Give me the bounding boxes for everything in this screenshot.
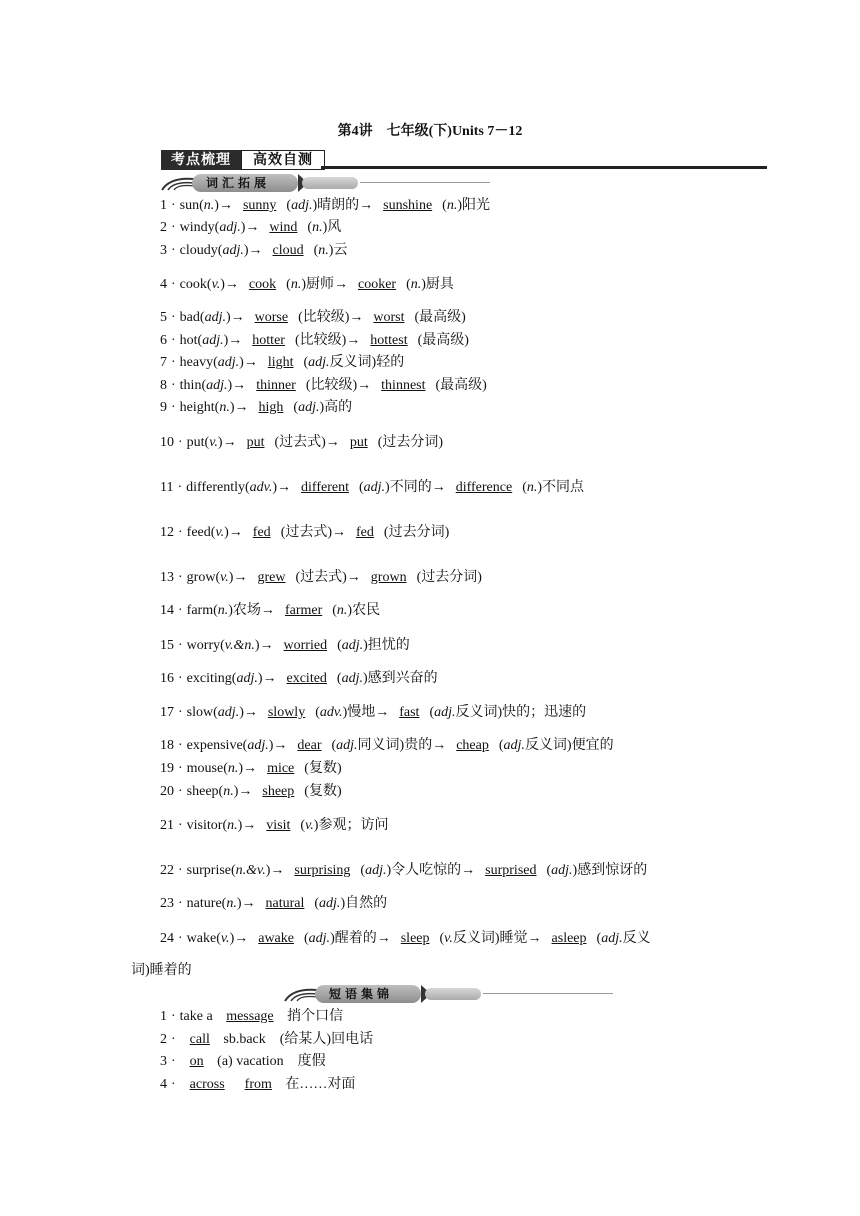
answer-blank: high [258,400,284,415]
answer-blank: natural [265,896,305,911]
item-number: 10 [160,435,174,450]
answer-blank: grown [370,570,407,585]
part-of-speech: n. [312,220,323,235]
vocab-item: 14 · farm(n.)农场→ farmer (n.)农民 [160,603,381,618]
answer-blank: on [189,1054,204,1069]
item-number: 6 [160,333,167,348]
item-text: 反义词)睡觉→ [452,931,542,946]
item-text: 反义 [622,931,651,946]
item-text: )风 [322,220,342,235]
answer-blank: farmer [284,603,323,618]
vocab-item: 13 · grow(v.)→ grew (过去式)→ grown (过去分词) [160,570,482,585]
vocab-item: 4 · cook(v.)→ cook (n.)厨师→ cooker (n.)厨具 [160,277,454,292]
item-text: ( [307,220,313,235]
item-number: 20 [160,784,174,799]
item-text: 同义词)贵的→ [357,738,447,753]
vocab-section-label: 词汇拓展 [192,174,298,192]
item-text: 反义词)快的；迅速的 [455,705,587,720]
part-of-speech: adj. [551,863,573,878]
item-text: )不同点 [537,480,585,495]
item-text: )→ [228,570,248,585]
vocab-item: 20 · sheep(n.)→ sheep (复数) [160,784,342,799]
item-number: 11 [160,480,174,495]
item-number: 16 [160,671,174,686]
item-text: ( [286,277,291,292]
item-text: ( [360,863,366,878]
item-text: height( [179,400,220,415]
item-text: (过去分词) [416,570,482,585]
item-text: (过去式)→ [274,435,340,450]
answer-blank: excited [286,671,327,686]
item-text: (过去分词) [383,525,450,540]
answer-blank: difference [455,480,513,495]
answer-blank: worst [373,310,405,325]
answer-blank: hottest [370,333,408,348]
item-number: 14 [160,603,174,618]
vocab-item: 17 · slow(adj.)→ slowly (adv.)慢地→ fast (adj.反义词)快的；迅速的 [160,705,587,720]
item-text: )→ [237,818,257,833]
item-text: )厨具 [421,277,454,292]
part-of-speech: v. [211,277,221,292]
item-number: 2 [160,220,167,235]
section-header [161,150,767,172]
item-text: differently( [186,480,250,495]
answer-blank: put [349,435,368,450]
vocab-item: 3 · cloudy(adj.)→ cloud (n.)云 [160,243,348,258]
header-tab-review: 考点梳理 [161,150,241,170]
answer-blank: hotter [252,333,285,348]
vocab-item: 24 · wake(v.)→ awake (adj.)醒着的→ sleep (v.反义词)睡觉→ asleep (adj.反义 [160,931,651,946]
answer-blank: surprising [294,863,351,878]
part-of-speech: n. [219,400,230,415]
item-text: (过去式)→ [295,570,361,585]
item-text: ( [286,198,292,213]
part-of-speech: adj. [217,355,240,370]
item-text: feed( [186,525,216,540]
phrase-item: 2 · call sb.back (给某人)回电话 [160,1032,374,1047]
item-text: )→ [223,333,243,348]
item-text: )→ [257,671,277,686]
answer-blank: visit [266,818,291,833]
item-text: (复数) [304,784,342,799]
part-of-speech: n. [446,198,458,213]
item-number: 4 [160,277,167,292]
item-number: 5 [160,310,167,325]
answer-blank: different [301,480,349,495]
item-text: (比较级)→ [294,333,361,348]
part-of-speech: adj. [217,705,240,720]
vocab-item: 22 · surprise(n.&v.)→ surprising (adj.)令人吃惊的→ surprised (adj.)感到惊讶的 [160,863,648,878]
part-of-speech: adj. [601,931,623,946]
item-text: (复数) [304,761,342,776]
item-text: heavy( [179,355,218,370]
item-number: 1 [160,198,167,213]
answer-blank: cook [248,277,277,292]
part-of-speech: adj. [202,333,224,348]
part-of-speech: adj. [341,671,363,686]
vocab-item: 9 · height(n.)→ high (adj.)高的 [160,400,353,415]
answer-blank: thinnest [381,378,426,393]
item-text: ( [546,863,552,878]
phrase-item: 1 · take a message 捎个口信 [160,1009,344,1024]
vocab-item: 18 · expensive(adj.)→ dear (adj.同义词)贵的→ cheap (adj.反义词)便宜的 [160,738,614,753]
vocab-item: 10 · put(v.)→ put (过去式)→ put (过去分词) [160,435,444,450]
item-text: put( [186,435,210,450]
vocab-item: 21 · visitor(n.)→ visit (v.)参观；访问 [160,818,389,833]
item-text: )参观；访问 [313,818,389,833]
item-number: 24 [160,931,174,946]
part-of-speech: n. [526,480,538,495]
item-text: mouse( [186,761,228,776]
item-text: wake( [186,931,221,946]
answer-blank: sunshine [383,198,433,213]
item-text: ( [406,277,411,292]
vocab-item: 23 · nature(n.)→ natural (adj.)自然的 [160,896,388,911]
item-text: slow( [186,705,218,720]
item-text: nature( [186,896,227,911]
item-text: (过去式)→ [280,525,347,540]
answer-blank: grew [257,570,286,585]
item-number: 3 [160,243,167,258]
part-of-speech: n. [336,603,348,618]
part-of-speech: v. [305,818,314,833]
item-text: sb.back (给某人)回电话 [219,1032,374,1047]
item-text: )→ [268,738,288,753]
item-text: )厨师→ [301,277,348,292]
item-text: )农场→ [228,603,275,618]
item-text: )→ [272,480,292,495]
item-text: 在……对面 [281,1077,356,1092]
phrase-item: 3 · on (a) vacation 度假 [160,1054,326,1069]
answer-blank: fed [252,525,271,540]
item-text: sun( [179,198,204,213]
answer-blank: sheep [262,784,295,799]
item-text: hot( [179,333,203,348]
answer-blank: cloud [272,243,304,258]
part-of-speech: adj. [247,738,269,753]
item-text: )→ [229,931,249,946]
item-text: )→ [214,198,233,213]
item-text: )→ [220,277,239,292]
item-text: (最高级) [414,310,466,325]
item-text: ( [429,705,435,720]
answer-blank: wind [269,220,298,235]
swirl-icon [160,175,196,191]
item-text: )阳光 [457,198,490,213]
item-text: ( [596,931,602,946]
answer-blank: light [267,355,294,370]
part-of-speech: adj. [222,243,244,258]
answer-blank: dear [297,738,322,753]
item-text: )农民 [347,603,381,618]
item-text: ( [304,931,309,946]
part-of-speech: v. [220,931,230,946]
vocab-item: 2 · windy(adj.)→ wind (n.)风 [160,220,342,235]
answer-blank: from [244,1077,272,1092]
page-title: 第4讲 七年级(下)Units 7－12 [337,124,523,139]
item-number: 4 [160,1077,167,1092]
answer-blank: sleep [400,931,430,946]
part-of-speech: n. [223,784,234,799]
item-text: ( [337,638,342,653]
item-text: )慢地→ [342,705,390,720]
vocab-item: 8 · thin(adj.)→ thinner (比较级)→ thinnest (最高级) [160,378,487,393]
item-text: (最高级) [435,378,487,393]
item-text: windy( [179,220,220,235]
item-text: ( [314,896,320,911]
vocab-banner [160,174,490,192]
part-of-speech: adj. [308,355,330,370]
item-text: )→ [240,220,260,235]
part-of-speech: v. [220,570,229,585]
vocab-item: 15 · worry(v.&n.)→ worried (adj.)担忧的 [160,638,410,653]
answer-blank: thinner [256,378,296,393]
item-text: cloudy( [179,243,223,258]
vocab-item: 1 · sun(n.)→ sunny (adj.)晴朗的→ sunshine (n.)阳光 [160,198,490,213]
item-text: (比较级)→ [298,310,364,325]
answer-blank: asleep [551,931,587,946]
item-text: visitor( [186,818,228,833]
part-of-speech: n.&v. [235,863,266,878]
item-text: ( [498,738,504,753]
answer-blank: cooker [357,277,397,292]
item-text: ( [303,355,309,370]
part-of-speech: v.&n. [224,638,255,653]
part-of-speech: n. [410,277,422,292]
item-text: thin( [179,378,207,393]
item-text: ( [439,931,445,946]
item-text: worry( [186,638,225,653]
item-number: 8 [160,378,167,393]
item-text: )担忧的 [363,638,410,653]
vocab-item: 6 · hot(adj.)→ hotter (比较级)→ hottest (最高级) [160,333,469,348]
item-text: ( [358,480,364,495]
item-text: 反义词)轻的 [329,355,405,370]
answer-blank: surprised [485,863,537,878]
item-number: 13 [160,570,174,585]
item-text: ( [331,738,337,753]
part-of-speech: n. [217,603,229,618]
item-text: sheep( [186,784,224,799]
item-text: )→ [265,863,285,878]
answer-blank: call [189,1032,210,1047]
item-text: )自然的 [340,896,388,911]
item-text: )高的 [319,400,353,415]
answer-blank: slowly [267,705,306,720]
vocab-item: 12 · feed(v.)→ fed (过去式)→ fed (过去分词) [160,525,450,540]
item-text: )→ [227,378,247,393]
item-text: ( [442,198,447,213]
part-of-speech: v. [215,525,225,540]
item-text: bad( [179,310,205,325]
item-text: ( [336,671,342,686]
part-of-speech: adj. [219,220,241,235]
item-text: farm( [186,603,218,618]
swirl-icon [283,986,319,1002]
part-of-speech: n. [227,761,239,776]
part-of-speech: n. [318,243,329,258]
item-text: 捎个口信 [283,1009,344,1024]
item-text: )醒着的→ [330,931,391,946]
answer-blank: cheap [456,738,489,753]
item-text: )→ [239,705,258,720]
part-of-speech: adj. [341,638,364,653]
part-of-speech: adj. [298,400,320,415]
part-of-speech: adj. [204,310,226,325]
answer-blank: worse [254,310,289,325]
vocab-24-continuation: 词)睡着的 [131,963,192,978]
part-of-speech: adj. [319,896,341,911]
item-text: ( [332,603,337,618]
item-text: )不同的→ [385,480,446,495]
item-text: 反义词)便宜的 [524,738,614,753]
part-of-speech: adj. [291,198,313,213]
part-of-speech: n. [226,896,237,911]
item-text: grow( [186,570,221,585]
item-text: )→ [225,310,245,325]
vocab-item: 7 · heavy(adj.)→ light (adj.反义词)轻的 [160,355,405,370]
item-text: )晴朗的→ [312,198,374,213]
item-text: (比较级)→ [305,378,372,393]
item-number: 9 [160,400,167,415]
item-text: ( [300,818,306,833]
answer-blank: fed [356,525,374,540]
part-of-speech: adj. [363,480,386,495]
answer-blank: message [226,1009,274,1024]
item-number: 23 [160,896,174,911]
part-of-speech: adj. [503,738,525,753]
answer-blank: worried [283,638,328,653]
item-text: ( [313,243,319,258]
item-text: )→ [238,761,258,776]
answer-blank: fast [399,705,420,720]
part-of-speech: adv. [319,705,343,720]
item-text: )→ [236,896,256,911]
part-of-speech: adj. [365,863,387,878]
item-text: take a [179,1009,217,1024]
item-text: cook( [179,277,212,292]
item-text: )云 [328,243,348,258]
answer-blank: sunny [242,198,277,213]
part-of-speech: n. [290,277,302,292]
answer-blank: put [246,435,265,450]
answer-blank: across [189,1077,225,1092]
item-number: 17 [160,705,174,720]
item-text: (过去分词) [377,435,444,450]
item-number: 21 [160,818,174,833]
item-number: 1 [160,1009,167,1024]
item-text: ( [315,705,320,720]
vocab-item: 19 · mouse(n.)→ mice (复数) [160,761,342,776]
item-text: )→ [217,435,237,450]
item-number: 19 [160,761,174,776]
vocab-item: 16 · exciting(adj.)→ excited (adj.)感到兴奋的 [160,671,438,686]
item-text: exciting( [186,671,237,686]
part-of-speech: n. [227,818,238,833]
part-of-speech: adj. [236,671,258,686]
item-text: )感到惊讶的 [572,863,648,878]
item-text: )→ [243,243,263,258]
header-tab-selftest: 高效自测 [241,150,325,170]
header-rule [321,166,767,169]
part-of-speech: adj. [336,738,358,753]
item-number: 12 [160,525,174,540]
item-text: expensive( [186,738,248,753]
item-text: surprise( [186,863,236,878]
item-number: 7 [160,355,167,370]
vocab-item: 11 · differently(adv.)→ different (adj.)不同的→ difference (n.)不同点 [160,480,585,495]
item-text: )→ [254,638,274,653]
item-text: )→ [224,525,243,540]
part-of-speech: adj. [434,705,456,720]
phrase-item: 4 · across from 在……对面 [160,1077,356,1092]
item-text: ( [293,400,299,415]
answer-blank: mice [267,761,295,776]
item-number: 22 [160,863,174,878]
part-of-speech: adv. [249,480,273,495]
answer-blank: awake [258,931,294,946]
item-number: 18 [160,738,174,753]
item-number: 15 [160,638,174,653]
part-of-speech: n. [203,198,215,213]
item-text: (a) vacation 度假 [213,1054,326,1069]
item-text: )→ [233,784,253,799]
part-of-speech: adj. [206,378,228,393]
part-of-speech: v. [444,931,453,946]
vocab-item: 5 · bad(adj.)→ worse (比较级)→ worst (最高级) [160,310,466,325]
phrase-banner [283,985,613,1003]
part-of-speech: v. [209,435,218,450]
item-text: )→ [229,400,249,415]
item-text: (最高级) [417,333,469,348]
item-text: )感到兴奋的 [362,671,438,686]
item-text: )令人吃惊的→ [386,863,476,878]
item-text: ( [522,480,527,495]
phrase-section-label: 短语集锦 [315,985,421,1003]
item-number: 3 [160,1054,167,1069]
part-of-speech: adj. [308,931,331,946]
item-number: 2 [160,1032,167,1047]
item-text: )→ [239,355,258,370]
